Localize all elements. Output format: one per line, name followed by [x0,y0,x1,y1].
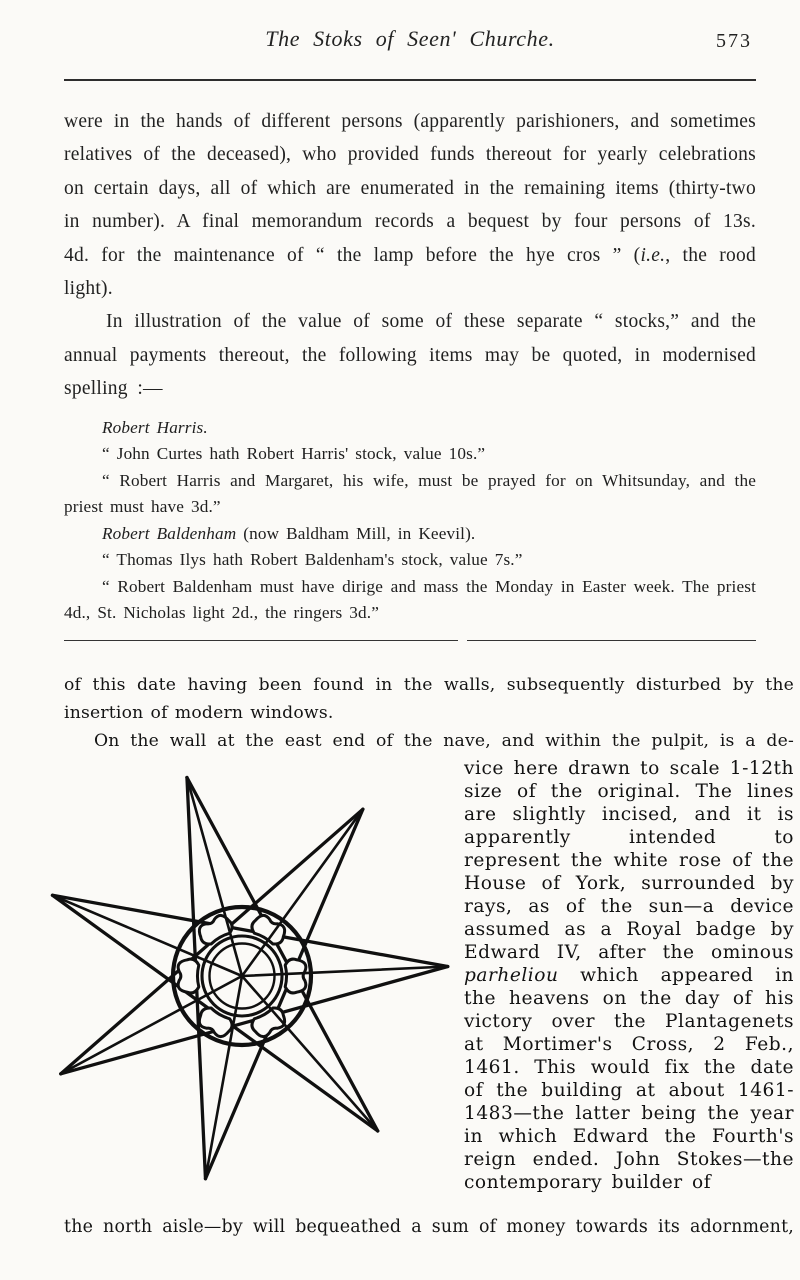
rose-en-soleil-star-figure [30,758,480,1218]
excerpt-section [64,672,794,1240]
latin-abbrev: i.e. [640,244,666,266]
divider-segment [64,640,458,642]
main-text-block [64,105,756,406]
header-rule [64,79,756,81]
parhelion-italic-word: parheliou [464,964,559,986]
excerpt-bottom-line: the north aisle—by will bequeathed a sum of money towards its adornment, [64,1216,794,1237]
excerpt-paragraph-walls: of this date having been found in the walls, subsequently disturbed by the insertion of modern windows. [64,675,794,723]
page-header [64,16,756,64]
quote-line: “ Robert Baldenham must have dirige and mass the Monday in Easter week. The priest 4d., St. Nicholas light 2d., the ringers 3d.” [64,576,756,623]
quote-heading-robert-harris: Robert Harris. [102,417,208,437]
excerpt-column-text: vice here drawn to scale 1-12th size of the original. The lines are slightly incised, and it is apparently intended to represent the white rose of the House of York, surrounded by rays, as of the sun—a device assumed as a Royal badge by Edward IV, after the ominous parheliou which appeared in the heavens on the day of his victory over the Plantagenets at Mortimer's Cross, 2 Feb., 1461. This would fix the date of the building at about 1461-1483—the latter being the year in which Edward the Fourth's reign ended. John Stokes—the contemporary builder of [464,757,794,1193]
quote-line: “ Thomas Ilys hath Robert Baldenham's stock, value 7s.” [102,550,523,570]
quoted-items-block [64,415,756,627]
running-title: The Stoks of Seen' Churche. [265,26,555,51]
section-divider [64,640,756,642]
quote-line: “ Robert Harris and Margaret, his wife, must be prayed for on Whitsunday, and the priest must have 3d.” [64,470,756,517]
paragraph-text: were in the hands of different persons (apparently parishioners, and sometimes relatives of the deceased), who provided funds thereout for yearly celebrations on certain days, all of which are enumerated in the remaining items (thirty-two in number). A final memorandum records a bequest by four persons of 13s. 4d. for the maintenance of “ the lamp before the hye cros ” ( [64,111,756,266]
page-number: 573 [716,30,752,52]
quote-line: “ John Curtes hath Robert Harris' stock, value 10s.” [102,444,486,464]
paragraph-stocks-description [64,105,756,305]
figure-and-column-wrap [64,756,794,1212]
divider-segment [467,640,756,642]
paragraph-illustration-intro: In illustration of the value of some of these separate “ stocks,” and the annual payments thereout, the following items may be quoted, in modernised spelling :— [64,311,756,400]
quote-heading-robert-baldenham: Robert Baldenham (now Baldham Mill, in Keevil). [102,523,476,543]
excerpt-paragraph-pulpit-firstline: On the wall at the east end of the nave, and within the pulpit, is a de- [94,731,794,752]
paragraph-text: , the rood light). [64,244,756,300]
